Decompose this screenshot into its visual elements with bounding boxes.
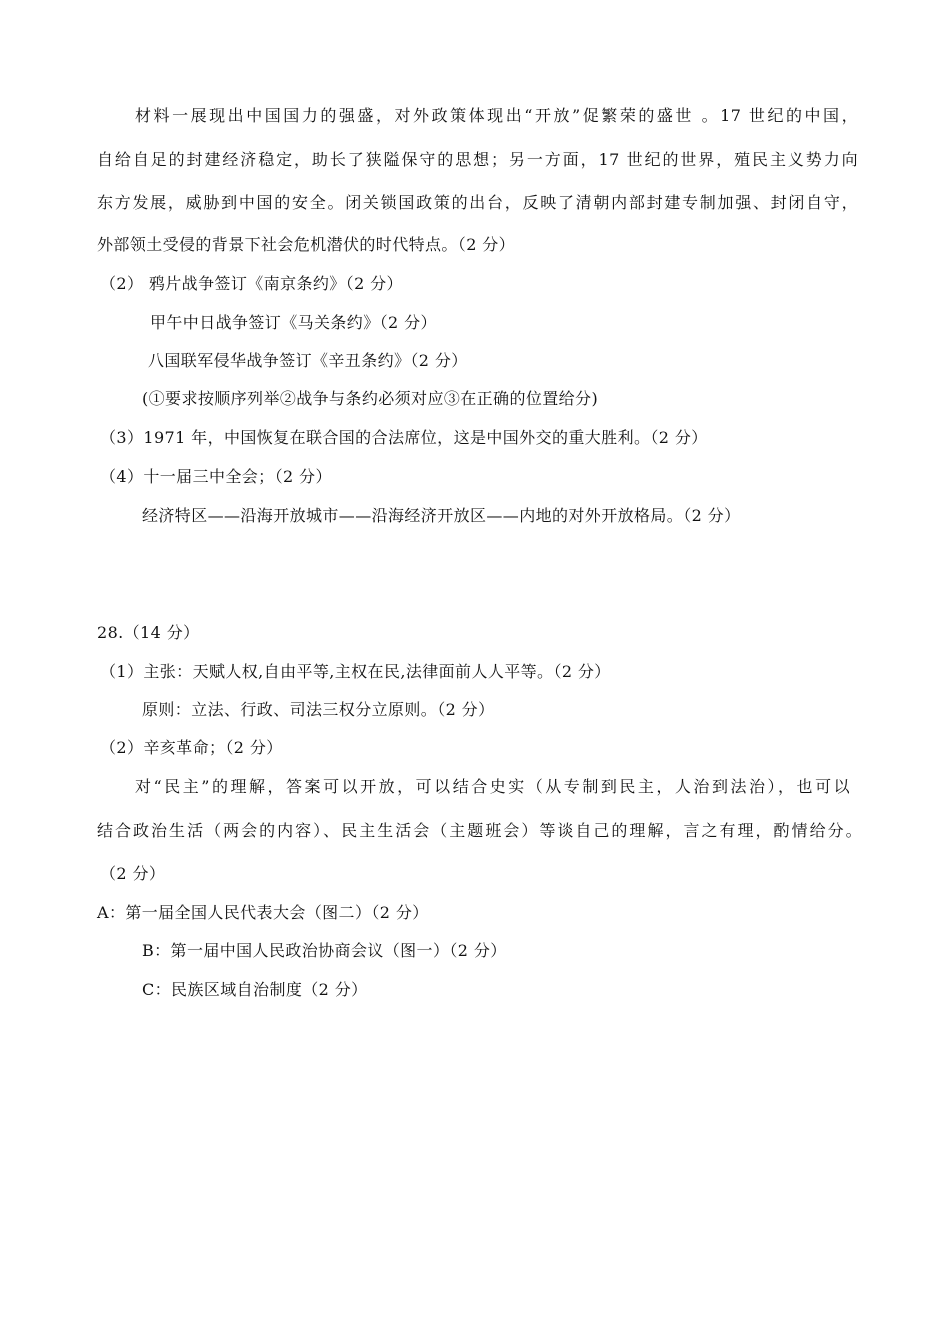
answer-line: （1）主张：天赋人权,自由平等,主权在民,法律面前人人平等。（2 分） (100, 662, 611, 681)
paragraph-line: 材料一展现出中国国力的强盛，对外政策体现出“开放”促繁荣的盛世 。17 世纪的中国， (135, 106, 858, 125)
answer-line: （2） 鸦片战争签订《南京条约》（2 分） (100, 274, 403, 293)
answer-line: 八国联军侵华战争签订《辛丑条约》（2 分） (148, 351, 468, 370)
answer-line: （2）辛亥革命；（2 分） (100, 738, 283, 757)
answer-line: B：第一届中国人民政治协商会议（图一）（2 分） (142, 941, 507, 960)
paragraph-line: 结合政治生活（两会的内容）、民主生活会（主题班会）等谈自己的理解，言之有理，酌情给分。 (97, 821, 862, 840)
answer-line: A：第一届全国人民代表大会（图二）（2 分） (97, 903, 429, 922)
answer-line: （4）十一届三中全会；（2 分） (100, 467, 332, 486)
paragraph-line: 外部领土受侵的背景下社会危机潜伏的时代特点。（2 分） (97, 235, 516, 254)
answer-line: 经济特区——沿海开放城市——沿海经济开放区——内地的对外开放格局。（2 分） (142, 506, 741, 525)
grading-note: (①要求按顺序列举②战争与条约必须对应③在正确的位置给分) (142, 389, 599, 408)
question-heading: 28.（14 分） (97, 623, 200, 642)
paragraph-line: 自给自足的封建经济稳定，助长了狭隘保守的思想；另一方面，17 世纪的世界，殖民主义势力向 (97, 150, 858, 169)
paragraph-line: （2 分） (100, 864, 166, 883)
answer-line: 原则：立法、行政、司法三权分立原则。（2 分） (142, 700, 495, 719)
answer-line: C：民族区域自治制度（2 分） (142, 980, 368, 999)
paragraph-line: 东方发展，威胁到中国的安全。闭关锁国政策的出台，反映了清朝内部封建专制加强、封闭自守， (97, 193, 858, 212)
paragraph-line: 对“民主”的理解，答案可以开放，可以结合史实（从专制到民主，人治到法治），也可以 (135, 777, 850, 796)
answer-line: （3）1971 年，中国恢复在联合国的合法席位，这是中国外交的重大胜利。（2 分） (100, 428, 708, 447)
answer-line: 甲午中日战争签订《马关条约》（2 分） (150, 313, 437, 332)
